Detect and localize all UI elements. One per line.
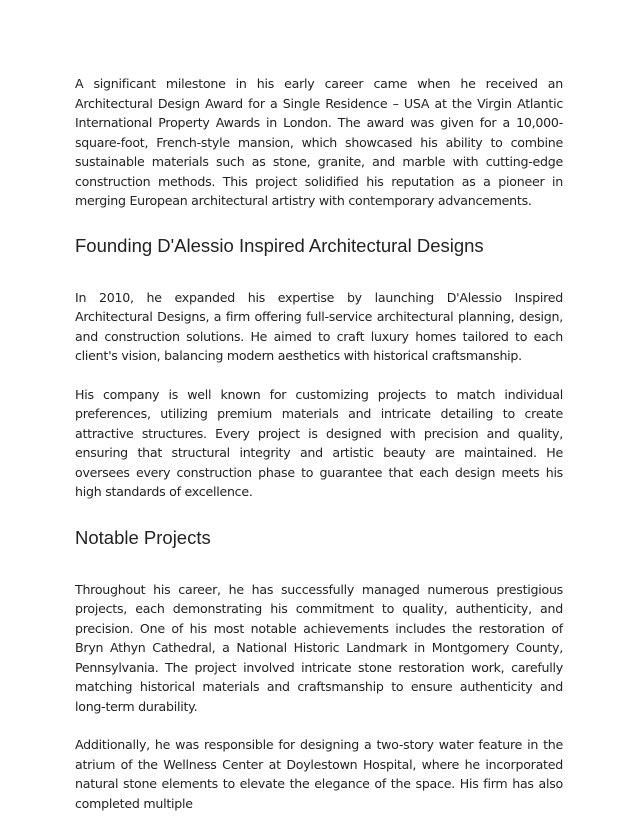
intro-paragraph: A significant milestone in his early career came when he received an Architectural Design Award for a Single Residence – USA at the Virgin Atlantic International Property Awards in London. The award was given for a 10,000-square-foot, French-style mansion, which showcased his ability to combine sustainable materials such as stone, granite, and marble with cutting-edge construction methods. This project solidified his reputation as a pioneer in merging European architectural artistry with contemporary advancements. [75, 76, 563, 208]
founding-paragraph-2: His company is well known for customizing projects to match individual preferences, utilizing premium materials and intricate detailing to create attractive structures. Every project is designed with precision and quality, ensuring that structural integrity and artistic beauty are maintained. He oversees every construction phase to guarantee that each design meets his high standards of excellence. [75, 386, 563, 499]
projects-paragraph-1: Throughout his career, he has successfully managed numerous prestigious projects, each demonstrating his commitment to quality, authenticity, and precision. One of his most notable achievements includes the restoration of Bryn Athyn Cathedral, a National Historic Landmark in Montgomery County, Pennsylvania. The project involved intricate stone restoration work, carefully matching historical materials and craftsmanship to ensure authenticity and long-term durability. [75, 581, 563, 714]
section-heading-projects: Notable Projects [75, 526, 211, 548]
section-heading-founding: Founding D'Alessio Inspired Architectural Designs [75, 234, 484, 256]
founding-paragraph-1: In 2010, he expanded his expertise by launching D'Alessio Inspired Architectural Designs, a firm offering full-service architectural planning, design, and construction solutions. He aimed to craft luxury homes tailored to each client's vision, balancing modern aesthetics with historical craftsmanship. [75, 289, 563, 363]
document-page [75, 74, 563, 813]
projects-paragraph-2: Additionally, he was responsible for designing a two-story water feature in the atrium of the Wellness Center at Doylestown Hospital, where he incorporated natural stone elements to elevate the elegance of the space. His firm has also completed multiple [75, 737, 563, 811]
